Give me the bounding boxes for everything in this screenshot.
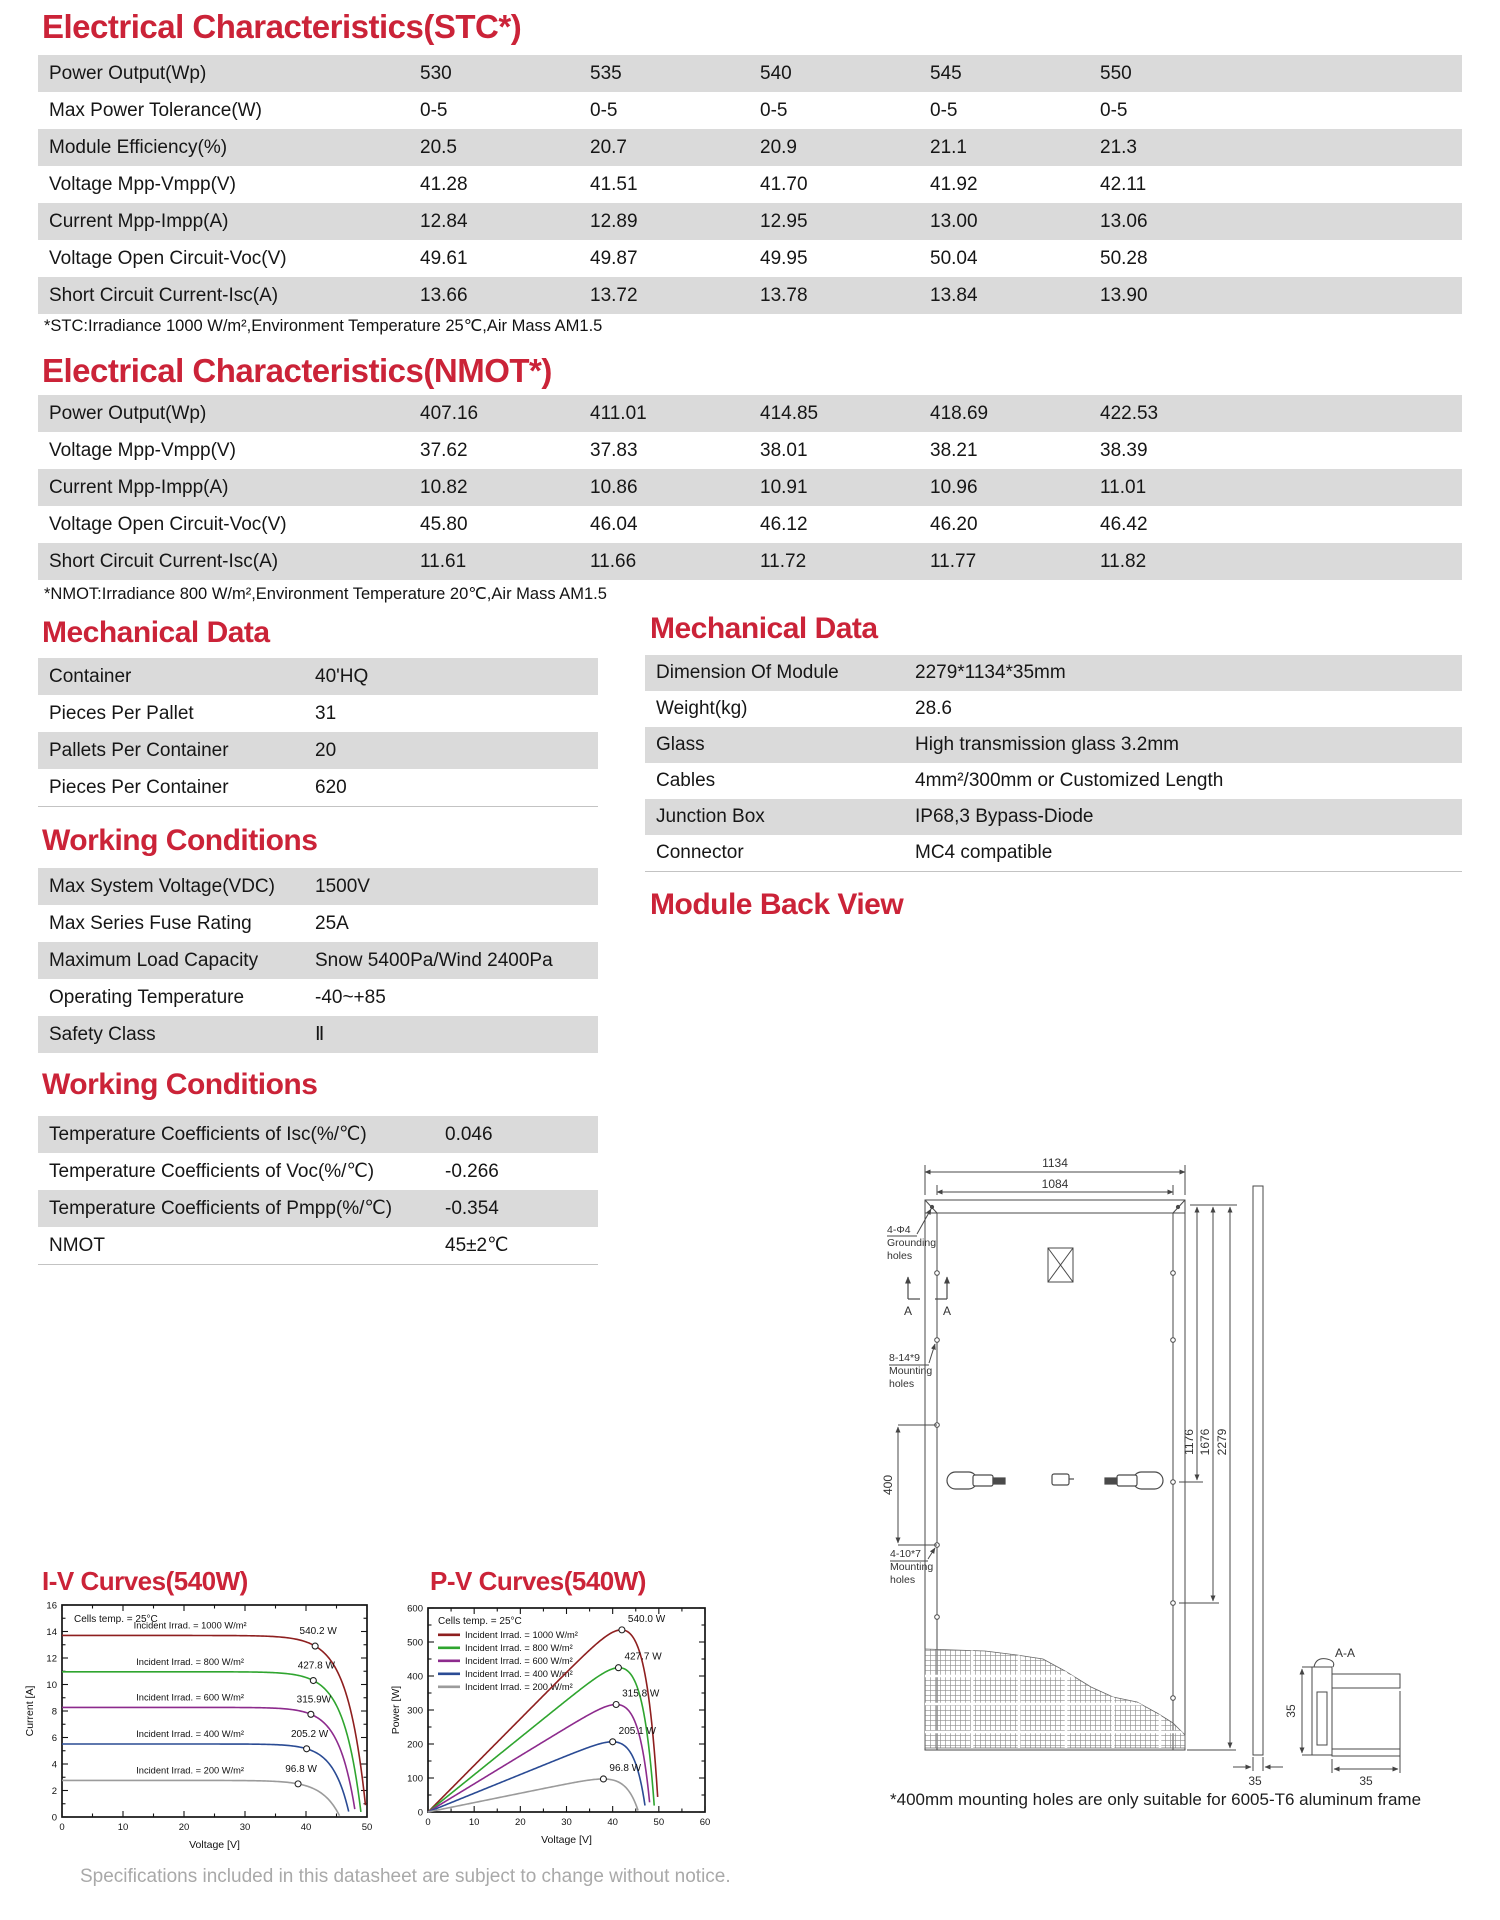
row-value: 13.66: [420, 284, 468, 306]
row-value: 530: [420, 62, 452, 84]
row-value: 0-5: [420, 99, 448, 121]
row-value: 38.01: [760, 439, 808, 461]
row-label: Temperature Coefficients of Voc(%/℃): [49, 1161, 375, 1182]
y-tick-label: 0: [51, 1812, 57, 1824]
row-value: 0-5: [1100, 99, 1128, 121]
section-aa-label: A-A: [1334, 1646, 1356, 1660]
section-a-label: A: [903, 1304, 913, 1318]
table-row: [38, 55, 1462, 92]
dim-35-thickness: 35: [1248, 1774, 1262, 1788]
peak-power-label: 540.0 W: [627, 1613, 666, 1625]
mpp-power-label: 427.8 W: [297, 1660, 335, 1672]
y-tick-label: 600: [407, 1603, 423, 1615]
cells-temp-note: Cells temp. = 25°C: [74, 1614, 158, 1625]
row-value: 41.28: [420, 173, 468, 195]
x-tick-label: 0: [425, 1817, 431, 1828]
iv-curve: [62, 1744, 349, 1812]
row-value: 12.89: [590, 210, 638, 232]
y-tick-label: 14: [46, 1627, 57, 1638]
series-label: Incident Irrad. = 600 W/m²: [136, 1692, 244, 1703]
series-label: Incident Irrad. = 400 W/m²: [136, 1728, 244, 1739]
legend-label: Incident Irrad. = 1000 W/m²: [465, 1630, 578, 1640]
table-row: [645, 691, 1462, 727]
row-value: 11.82: [1100, 550, 1147, 572]
series-label: Incident Irrad. = 200 W/m²: [136, 1765, 244, 1776]
row-label: Glass: [656, 734, 705, 755]
row-value: 46.20: [930, 513, 978, 535]
y-tick-label: 16: [46, 1600, 57, 1612]
stc-table: [38, 55, 1462, 314]
row-value: 540: [760, 62, 792, 84]
table-row: [38, 905, 598, 942]
x-tick-label: 10: [468, 1817, 480, 1828]
table-row: [38, 469, 1462, 506]
stc-title: Electrical Characteristics(STC*): [42, 8, 522, 45]
x-tick-label: 60: [699, 1817, 711, 1828]
row-value: 10.86: [590, 476, 638, 498]
row-value: 13.00: [930, 210, 978, 232]
x-tick-label: 50: [653, 1817, 665, 1828]
x-tick-label: 20: [515, 1817, 526, 1828]
table-row: [38, 1016, 598, 1053]
row-value: 41.70: [760, 173, 808, 195]
dim-400-lines: [898, 1425, 937, 1545]
row-label: Safety Class: [49, 1023, 156, 1045]
row-value: -40~+85: [315, 986, 386, 1008]
table-row: [38, 1190, 598, 1227]
dim-1084: 1084: [1041, 1177, 1069, 1191]
row-label: Temperature Coefficients of Pmpp(%/℃): [49, 1198, 393, 1219]
pv-curve: [428, 1779, 638, 1812]
table-row: [38, 543, 1462, 580]
row-value: 12.84: [420, 210, 468, 232]
x-tick-label: 50: [361, 1822, 373, 1833]
y-tick-label: 10: [46, 1680, 57, 1691]
row-value: 12.95: [760, 210, 808, 232]
row-value: 50.28: [1100, 247, 1148, 269]
x-tick-label: 10: [117, 1822, 129, 1833]
peak-marker: [613, 1701, 619, 1707]
pv-curve: [428, 1704, 650, 1812]
row-value: 41.51: [590, 173, 638, 195]
table-row: [38, 769, 598, 806]
row-label: Pieces Per Pallet: [49, 702, 194, 724]
row-value: -0.354: [445, 1197, 499, 1219]
table-row: [38, 92, 1462, 129]
module-back-view-title: Module Back View: [650, 888, 904, 921]
table-row: [38, 732, 598, 769]
row-value: 28.6: [915, 698, 952, 719]
row-value: 11.66: [590, 550, 637, 572]
y-tick-label: 200: [407, 1739, 423, 1751]
x-tick-label: 20: [178, 1822, 190, 1833]
row-label: Connector: [656, 842, 744, 863]
mechanical-data-left-title: Mechanical Data: [42, 616, 270, 649]
pv-chart-title: P-V Curves(540W): [430, 1566, 646, 1596]
row-value: 13.90: [1100, 284, 1148, 306]
table-row: [38, 979, 598, 1016]
row-label: Short Circuit Current-Isc(A): [49, 550, 279, 572]
row-value: 45.80: [420, 513, 468, 535]
mechanical-data-right-table: [645, 655, 1462, 872]
row-value: 1500V: [315, 875, 370, 897]
row-label: Max System Voltage(VDC): [49, 875, 275, 897]
row-value: 40'HQ: [315, 665, 369, 687]
row-label: NMOT: [49, 1234, 105, 1256]
table-row: [38, 166, 1462, 203]
working-conditions-2-title: Working Conditions: [42, 1068, 318, 1101]
row-label: Pieces Per Container: [49, 776, 229, 798]
row-value: 21.3: [1100, 136, 1137, 158]
row-value: IP68,3 Bypass-Diode: [915, 806, 1094, 827]
row-value: 550: [1100, 62, 1132, 84]
row-value: 11.01: [1100, 476, 1147, 498]
x-tick-label: 30: [239, 1822, 251, 1833]
y-tick-label: 0: [417, 1807, 423, 1819]
y-tick-label: 8: [51, 1706, 57, 1718]
mpp-power-label: 205.2 W: [290, 1728, 329, 1740]
row-value: 13.06: [1100, 210, 1148, 232]
row-label: Temperature Coefficients of Isc(%/℃): [49, 1124, 367, 1145]
row-value: Ⅱ: [315, 1024, 325, 1045]
row-value: High transmission glass 3.2mm: [915, 734, 1179, 755]
dim-35-frame-w: 35: [1359, 1774, 1373, 1788]
pv-chart: [383, 1598, 735, 1856]
row-value: 21.1: [930, 136, 967, 158]
y-tick-label: 12: [46, 1653, 57, 1665]
row-value: 37.83: [590, 439, 638, 461]
mechanical-data-right-title: Mechanical Data: [650, 612, 878, 645]
table-row: [38, 277, 1462, 314]
table-row: [38, 203, 1462, 240]
peak-power-label: 96.8 W: [609, 1762, 642, 1774]
x-tick-label: 0: [59, 1822, 65, 1833]
series-label: Incident Irrad. = 800 W/m²: [136, 1656, 244, 1667]
legend-label: Incident Irrad. = 800 W/m²: [465, 1643, 573, 1653]
dim-2279: 2279: [1215, 1428, 1229, 1456]
dim-1176: 1176: [1182, 1429, 1196, 1455]
y-tick-label: 6: [51, 1733, 57, 1744]
y-tick-label: 300: [407, 1705, 423, 1717]
page-footer: Specifications included in this datasheet are subject to change without notice.: [80, 1866, 731, 1887]
row-value: 13.84: [930, 284, 978, 306]
cells-temp-note: Cells temp. = 25°C: [438, 1616, 522, 1627]
peak-power-label: 427.7 W: [624, 1651, 662, 1663]
peak-marker: [615, 1665, 621, 1671]
svg-text:holes: holes: [889, 1378, 915, 1390]
table-row: [38, 129, 1462, 166]
table-row: [38, 1227, 598, 1264]
table-row: [38, 240, 1462, 277]
mpp-marker: [312, 1643, 318, 1649]
section-arrows: [908, 1277, 947, 1299]
row-value: 49.87: [590, 247, 638, 269]
row-value: 41.92: [930, 173, 978, 195]
svg-text:Mounting: Mounting: [890, 1561, 934, 1573]
row-label: Voltage Open Circuit-Voc(V): [49, 247, 287, 269]
x-tick-label: 40: [300, 1822, 312, 1833]
row-label: Short Circuit Current-Isc(A): [49, 284, 279, 306]
row-value: 49.61: [420, 247, 468, 269]
row-value: MC4 compatible: [915, 842, 1053, 863]
y-tick-label: 500: [407, 1637, 423, 1649]
svg-text:holes: holes: [890, 1574, 916, 1586]
module-back-view-drawing: [645, 945, 1462, 1820]
x-axis-title: Voltage [V]: [189, 1839, 240, 1851]
x-tick-label: 40: [607, 1817, 618, 1828]
row-label: Current Mpp-Impp(A): [49, 210, 229, 232]
row-label: Module Efficiency(%): [49, 136, 228, 158]
row-value: 46.12: [760, 513, 808, 535]
row-value: 42.11: [1100, 173, 1147, 195]
peak-marker: [610, 1739, 616, 1745]
svg-text:holes: holes: [887, 1250, 913, 1262]
y-tick-label: 100: [407, 1773, 423, 1785]
row-value: 0-5: [590, 99, 618, 121]
row-label: Pallets Per Container: [49, 739, 229, 761]
row-value: 411.01: [590, 402, 647, 424]
y-axis-title: Current [A]: [24, 1685, 36, 1737]
row-value: 49.95: [760, 247, 808, 269]
row-label: Container: [49, 665, 132, 687]
row-value: 545: [930, 62, 962, 84]
table-row: [38, 658, 598, 695]
table-row: [645, 727, 1462, 763]
iv-chart: [24, 1598, 390, 1856]
iv-chart-title: I-V Curves(540W): [42, 1566, 248, 1596]
nmot-title: Electrical Characteristics(NMOT*): [42, 352, 552, 389]
row-label: Current Mpp-Impp(A): [49, 476, 229, 498]
table-row: [645, 835, 1462, 871]
mpp-marker: [310, 1678, 316, 1684]
row-label: Max Power Tolerance(W): [49, 99, 262, 121]
row-value: 25A: [315, 912, 349, 934]
row-value: 20.9: [760, 136, 797, 158]
table-row: [38, 506, 1462, 543]
table-row: [38, 432, 1462, 469]
dim-35-frame-h: 35: [1284, 1704, 1298, 1718]
dim-1676: 1676: [1198, 1428, 1212, 1456]
row-value: 13.78: [760, 284, 808, 306]
height-dimensions: [1179, 1205, 1237, 1750]
row-value: 535: [590, 62, 622, 84]
row-value: 46.04: [590, 513, 638, 535]
x-axis-title: Voltage [V]: [541, 1834, 592, 1846]
row-label: Maximum Load Capacity: [49, 949, 259, 971]
y-tick-label: 400: [407, 1671, 423, 1683]
row-label: Voltage Mpp-Vmpp(V): [49, 173, 236, 195]
dim-1134: 1134: [1042, 1156, 1068, 1170]
row-value: -0.266: [445, 1160, 499, 1182]
row-label: Power Output(Wp): [49, 62, 207, 84]
dim-400: 400: [881, 1474, 895, 1496]
mpp-power-label: 315.9W: [296, 1694, 332, 1706]
nmot-footnote: *NMOT:Irradiance 800 W/m²,Environment Temperature 20℃,Air Mass AM1.5: [44, 585, 607, 603]
legend-label: Incident Irrad. = 600 W/m²: [465, 1656, 573, 1666]
row-label: Dimension Of Module: [656, 662, 839, 683]
row-value: 20.5: [420, 136, 457, 158]
row-value: 11.77: [930, 550, 977, 572]
table-row: [38, 942, 598, 979]
peak-marker: [619, 1627, 625, 1633]
mpp-marker: [304, 1746, 310, 1752]
row-value: 11.72: [760, 550, 807, 572]
row-value: Snow 5400Pa/Wind 2400Pa: [315, 949, 553, 971]
row-value: 45±2℃: [445, 1235, 509, 1256]
row-label: Weight(kg): [656, 698, 748, 719]
legend-label: Incident Irrad. = 200 W/m²: [465, 1682, 573, 1692]
row-label: Power Output(Wp): [49, 402, 207, 424]
table-row: [38, 695, 598, 732]
row-value: 0-5: [930, 99, 958, 121]
series-label: Incident Irrad. = 1000 W/m²: [133, 1620, 247, 1631]
y-axis-title: Power [W]: [390, 1685, 402, 1735]
back-view-footnote: *400mm mounting holes are only suitable for 6005-T6 aluminum frame: [890, 1790, 1422, 1809]
mounting-holes: [930, 1205, 1179, 1700]
row-value: 20.7: [590, 136, 627, 158]
row-label: Junction Box: [656, 806, 765, 827]
mpp-marker: [295, 1781, 301, 1787]
row-value: 4mm²/300mm or Customized Length: [915, 770, 1224, 791]
x-tick-label: 30: [561, 1817, 572, 1828]
row-value: 407.16: [420, 402, 479, 424]
row-value: 422.53: [1100, 402, 1159, 424]
mpp-power-label: 96.8 W: [285, 1763, 317, 1775]
table-row: [38, 1116, 598, 1153]
row-value: 46.42: [1100, 513, 1148, 535]
stc-footnote: *STC:Irradiance 1000 W/m²,Environment Temperature 25℃,Air Mass AM1.5: [44, 317, 603, 335]
svg-text:A: A: [942, 1304, 952, 1318]
row-label: Max Series Fuse Rating: [49, 912, 252, 934]
side-view-bar: [1233, 1186, 1283, 1771]
row-value: 620: [315, 776, 347, 798]
working-conditions-2-table: [38, 1116, 598, 1265]
row-value: 10.96: [930, 476, 978, 498]
cable-connectors: [947, 1472, 1163, 1489]
pv-curve: [428, 1742, 645, 1812]
mpp-power-label: 540.2 W: [299, 1626, 337, 1638]
peak-marker: [600, 1776, 606, 1782]
row-value: 10.82: [420, 476, 468, 498]
table-row: [38, 395, 1462, 432]
row-value: 50.04: [930, 247, 978, 269]
row-label: Operating Temperature: [49, 986, 245, 1008]
mechanical-data-left-table: [38, 658, 598, 807]
peak-power-label: 205.1 W: [618, 1725, 656, 1737]
peak-power-label: 315.8 W: [622, 1688, 660, 1700]
mounting-holes-4-label: 4-10*7: [890, 1548, 921, 1560]
frame-section-profile: [1302, 1659, 1400, 1773]
row-value: 38.39: [1100, 439, 1148, 461]
row-value: 0-5: [760, 99, 788, 121]
grounding-holes-label: 4-Φ4: [887, 1224, 911, 1236]
row-value: 38.21: [930, 439, 978, 461]
table-row: [645, 655, 1462, 691]
row-value: 2279*1134*35mm: [915, 662, 1066, 683]
working-conditions-1-title: Working Conditions: [42, 824, 318, 857]
row-value: 10.91: [760, 476, 808, 498]
cell-area: [925, 1635, 1185, 1750]
table-row: [645, 763, 1462, 799]
row-label: Cables: [656, 770, 716, 791]
row-label: Voltage Mpp-Vmpp(V): [49, 439, 236, 461]
table-row: [38, 1153, 598, 1190]
junction-box: [1048, 1248, 1073, 1282]
row-value: 11.61: [420, 550, 467, 572]
row-value: 414.85: [760, 402, 819, 424]
svg-text:Mounting: Mounting: [889, 1365, 933, 1377]
y-tick-label: 4: [51, 1759, 57, 1771]
row-value: 31: [315, 702, 337, 724]
row-value: 418.69: [930, 402, 989, 424]
mpp-marker: [308, 1711, 314, 1717]
svg-text:Grounding: Grounding: [887, 1237, 937, 1249]
iv-curve: [62, 1707, 355, 1809]
row-value: 13.72: [590, 284, 638, 306]
row-value: 37.62: [420, 439, 468, 461]
y-tick-label: 2: [51, 1786, 57, 1797]
row-value: 20: [315, 739, 337, 761]
table-row: [645, 799, 1462, 835]
working-conditions-1-table: [38, 868, 598, 1053]
legend-label: Incident Irrad. = 400 W/m²: [465, 1669, 573, 1679]
row-label: Voltage Open Circuit-Voc(V): [49, 513, 287, 535]
mounting-holes-8-label: 8-14*9: [889, 1352, 920, 1364]
row-value: 0.046: [445, 1123, 493, 1145]
nmot-table: [38, 395, 1462, 580]
table-row: [38, 868, 598, 905]
